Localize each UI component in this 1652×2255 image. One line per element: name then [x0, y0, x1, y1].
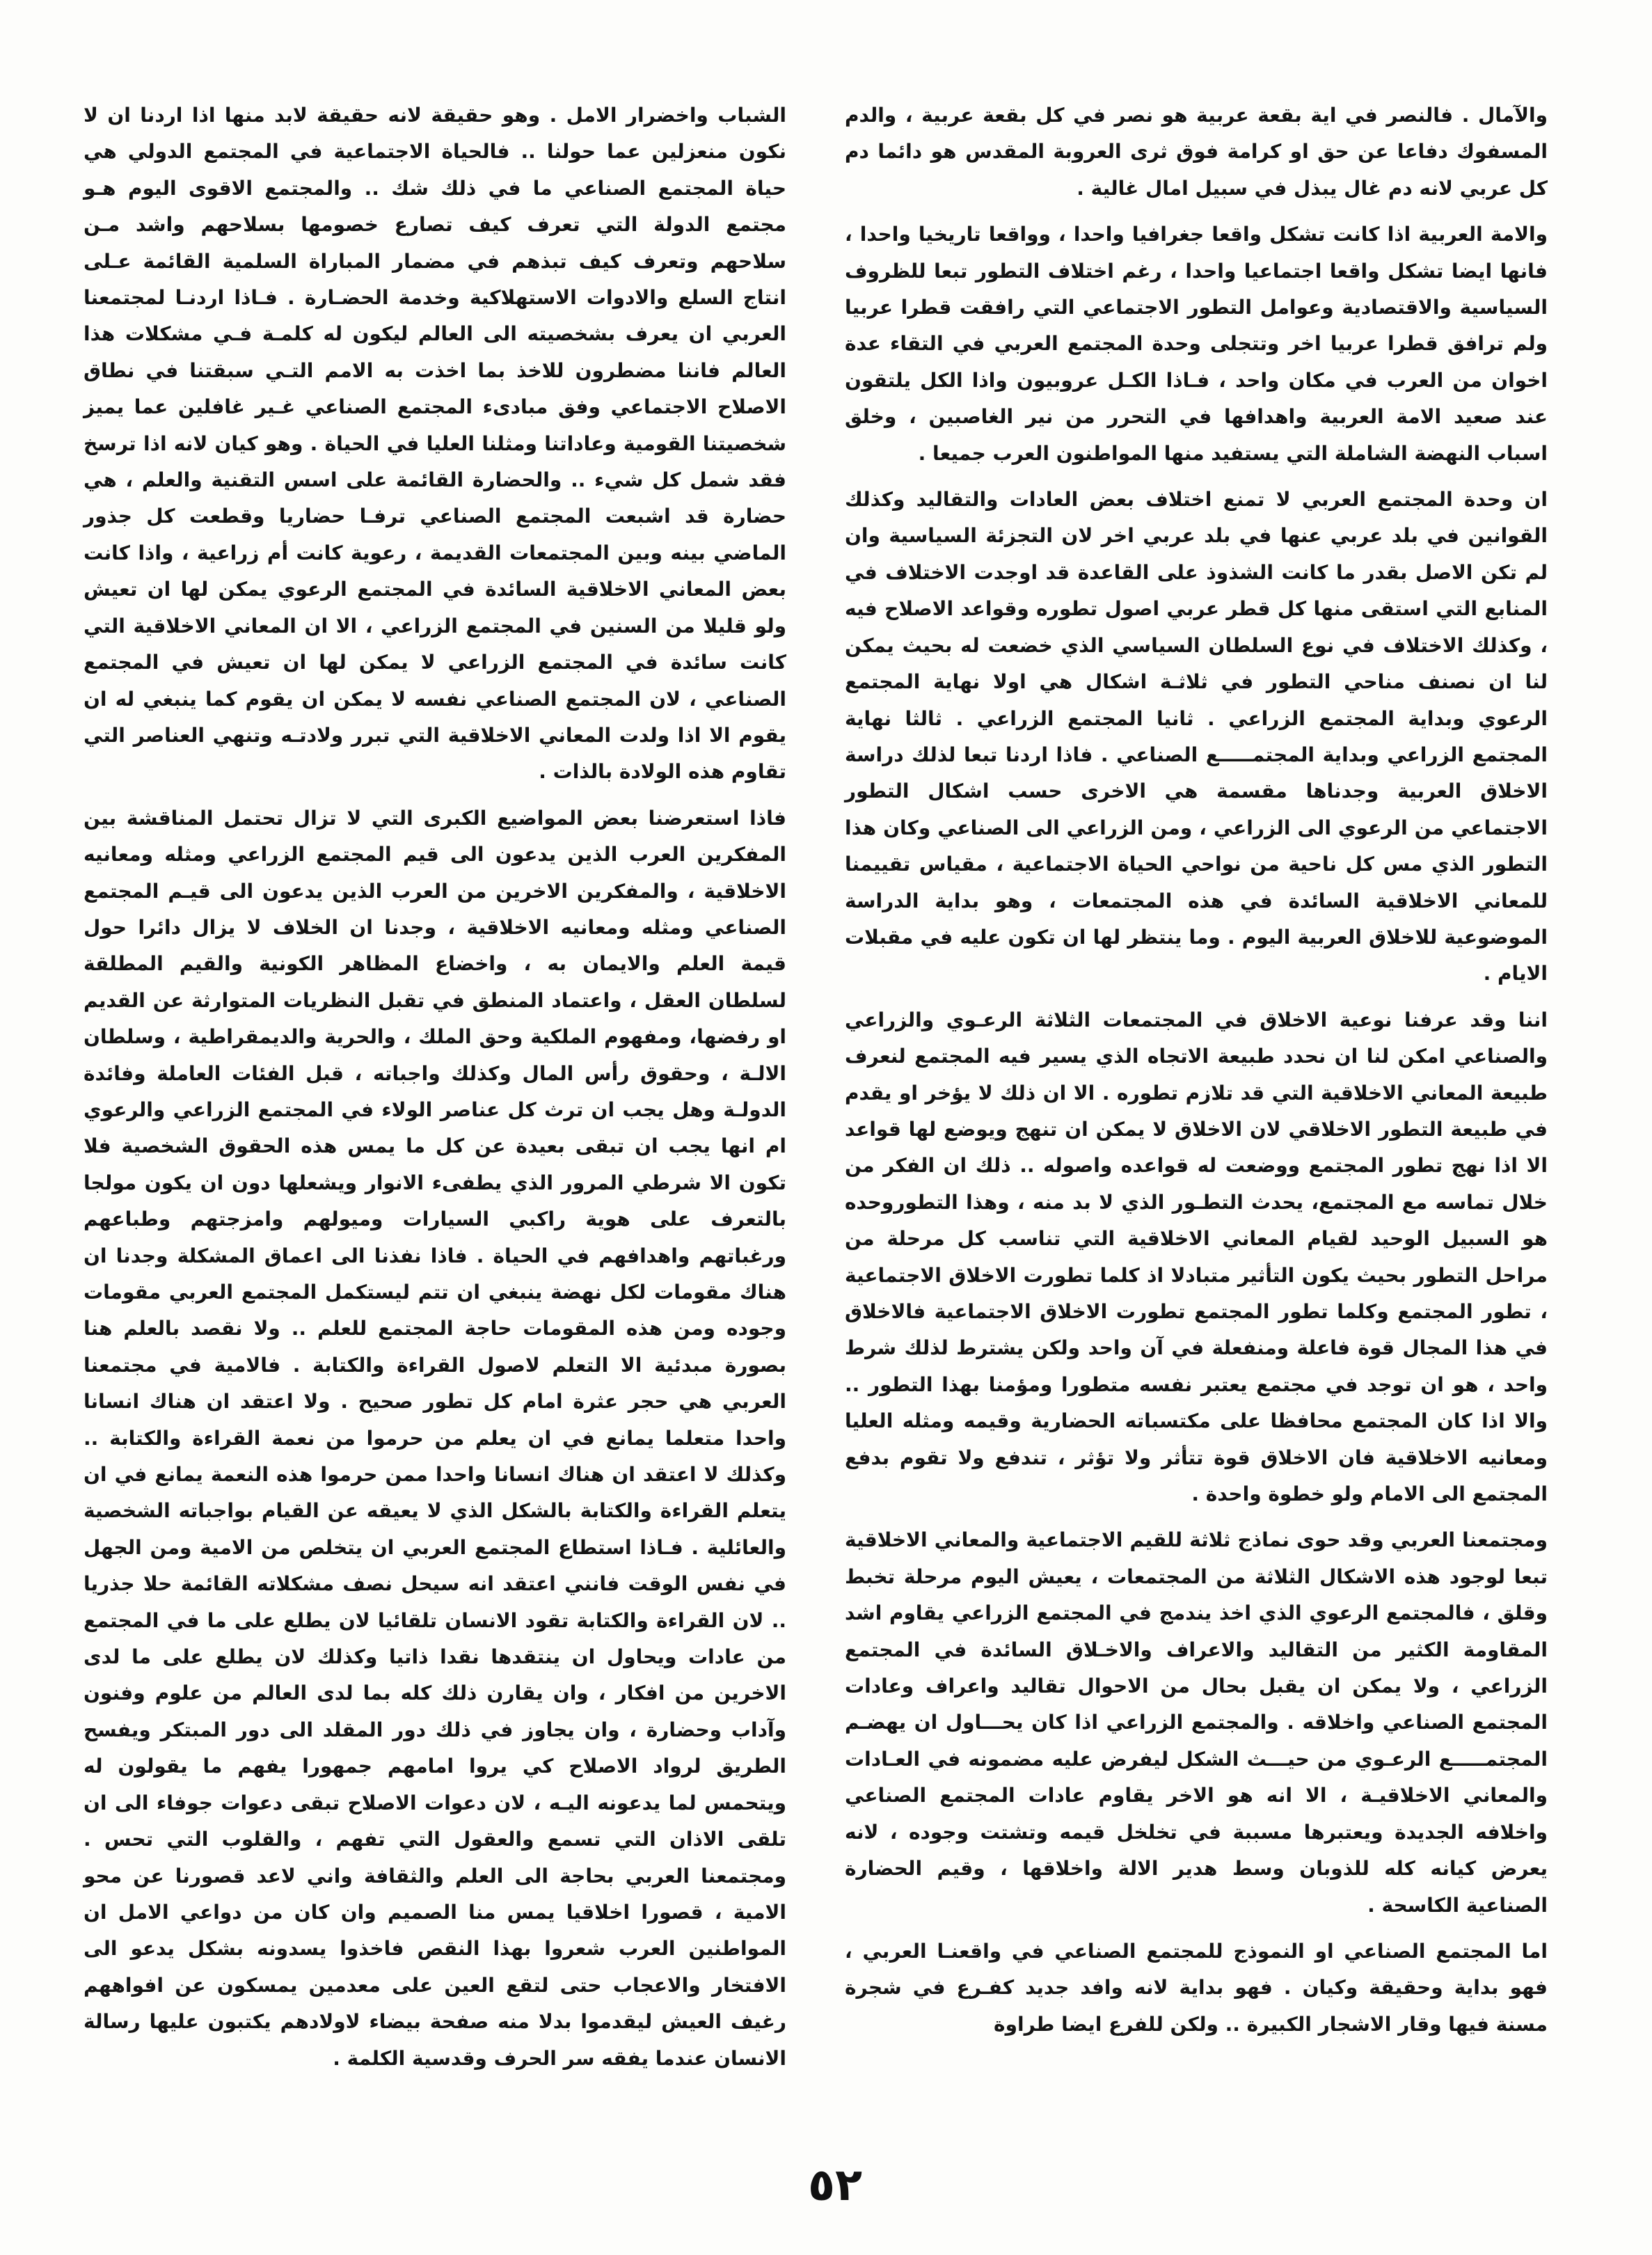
paragraph: والامة العربية اذا كانت تشكل واقعا جغرافيا واحدا ، وواقعا تاريخيا واحدا ، فانها ايضا تشكل واقعا اجتماعيا واحدا ، رغم اختلاف التطور تبعا للظروف السياسية والاقتصادية وعوامل التطور الاجتماعي التي رافقت قطرا عربيا ولم ترافق قطرا عربيا اخر وتتجلى وحدة المجتمع العربي في التقاء عدة اخوان من العرب في مكان واحد ، فـاذا الكـل عروبيون واذا الكل يلتقون عند صعيد الامة العربية واهدافها في التحرر من نير الغاصبين ، وخلق اسباب النهضة الشاملة التي يستفيد منها المواطنون العرب جميعا . [845, 223, 1548, 465]
text-column-right [845, 97, 1548, 2043]
paragraph: ومجتمعنا العربي وقد حوى نماذج ثلاثة للقيم الاجتماعية والمعاني الاخلاقية تبعا لوجود هذه الاشكال الثلاثة من المجتمعات ، يعيش اليوم مرحلة تخبط وقلق ، فالمجتمع الرعوي الذي اخذ يندمج في المجتمع الزراعي يقاوم اشد المقاومة الكثير من التقاليد والاعراف والاخـلاق السائدة في المجتمع الزراعي ، ولا يمكن ان يقبل بحال من الاحوال تقاليد واعراف وعادات المجتمع الصناعي واخلاقه . والمجتمع الزراعي اذا كان يحـــاول ان يهضـم المجتمـــــع الرعـوي من حيـــث الشكل ليفرض عليه مضمونه في العـادات والمعاني الاخلاقيـة ، الا انه هو الاخر يقاوم عادات المجتمع الصناعي واخلافه الجديدة ويعتبرها مسببة في تخلخل قيمه وتشتت وجوده ، لانه يعرض كيانه كله للذوبان وسط هدير الالة واخلاقها ، وقيم الحضارة الصناعية الكاسحة . [845, 1528, 1548, 1917]
paragraph: اما المجتمع الصناعي او النموذج للمجتمع الصناعي في واقعنـا العربي ، فهو بداية وحقيقة وكيان . فهو بداية لانه وافد جديد كفـرع في شجرة مسنة فيها وقار الاشجار الكبيرة .. ولكن للفرع ايضا طراوة [845, 1939, 1548, 2036]
text-column-left [84, 97, 786, 2077]
paragraph: اننا وقد عرفنا نوعية الاخلاق في المجتمعات الثلاثة الرعـوي والزراعي والصناعي امكن لنا ان نحدد طبيعة الاتجاه الذي يسير فيه المجتمع لنعرف طبيعة المعاني الاخلاقية التي قد تلازم تطوره . الا ان ذلك لا يؤخر او يقدم في طبيعة التطور الاخلاقي لان الاخلاق لا يمكن ان تنهج ويوضع لها قواعد الا اذا نهج تطور المجتمع ووضعت له قواعده واصوله .. ذلك ان الفكر من خلال تماسه مع المجتمع، يحدث التطـور الذي لا بد منه ، وهذا التطوروحده هو السبيل الوحيد لقيام المعاني الاخلاقية التي تناسب كل مرحلة من مراحل التطور بحيث يكون التأثير متبادلا اذ كلما تطورت الاخلاق الاجتماعية ، تطور المجتمع وكلما تطور المجتمع تطورت الاخلاق الاجتماعية فالاخلاق في هذا المجال قوة فاعلة ومنفعلة في آن واحد ولكن يشترط لذلك شرط واحد ، هو ان توجد في مجتمع يعتبر نفسه متطورا ومؤمنا بهذا التطور .. والا اذا كان المجتمع محافظا على مكتسباته الحضارية وقيمه ومثله العليا ومعانيه الاخلاقية فان الاخلاق قوة تتأثر ولا تؤثر ، تندفع ولا تقوم بدفع المجتمع الى الامام ولو خطوة واحدة . [845, 1008, 1548, 1506]
paragraph: ان وحدة المجتمع العربي لا تمنع اختلاف بعض العادات والتقاليد وكذلك القوانين في بلد عربي عنها في بلد عربي اخر لان التجزئة السياسية وان لم تكن الاصل بقدر ما كانت الشذوذ على القاعدة قد اوجدت الاختلاف في المنابع التي استقى منها كل قطر عربي اصول تطوره وقواعد الاصلاح فيه ، وكذلك الاختلاف في نوع السلطان السياسي الذي خضعت له بحيث يمكن لنا ان نصنف مناحي التطور في ثلاثـة اشكال هي اولا نهاية المجتمع الرعوي وبداية المجتمع الزراعي . ثانيا المجتمع الزراعي . ثالثا نهاية المجتمع الزراعي وبداية المجتمـــــع الصناعي . فاذا اردنا تبعا لذلك دراسة الاخلاق العربية وجدناها مقسمة هي الاخرى حسب اشكال التطور الاجتماعي من الرعوي الى الزراعي ، ومن الزراعي الى الصناعي وكان هذا التطور الذي مس كل ناحية من نواحي الحياة الاجتماعية ، مقياس تقييمنا للمعاني الاخلاقية السائدة في هذه المجتمعات ، وهو بداية الدراسة الموضوعية للاخلاق العربية اليوم . وما ينتظر لها ان تكون عليه في مقبلات الايام . [845, 488, 1548, 986]
paragraph: والآمال . فالنصر في اية بقعة عربية هو نصر في كل بقعة عربية ، والدم المسفوك دفاعا عن حق او كرامة فوق ثرى العروبة المقدس هو دائما دم كل عربي لانه دم غال يبذل في سبيل امال غالية . [845, 104, 1548, 200]
paragraph: الشباب واخضرار الامل . وهو حقيقة لانه حقيقة لابد منها اذا اردنا ان لا نكون منعزلين عما حولنا .. فالحياة الاجتماعية في المجتمع الدولي هي حياة المجتمع الصناعي ما في ذلك شك .. والمجتمع الاقوى اليوم هـو مجتمع الدولة التي تعرف كيف تصارع خصومها بسلاحهم واشد مـن سلاحهم وتعرف كيف تبذهم في مضمار المباراة السلمية القائمة عـلى انتاج السلع والادوات الاستهلاكية وخدمة الحضـارة . فـاذا اردنـا لمجتمعنا العربي ان يعرف بشخصيته الى العالم ليكون له كلمـة فـي مشكلات هذا العالم فاننا مضطرون للاخذ بما اخذت به الامم التـي سبقتنا في نطاق الاصلاح الاجتماعي وفق مبادىء المجتمع الصناعي غـير غافلين عما يميز شخصيتنا القومية وعاداتنا ومثلنا العليا في الحياة . وهو كيان لانه اذا ترسخ فقد شمل كل شيء .. والحضارة القائمة على اسس التقنية والعلم ، هي حضارة قد اشبعت المجتمع الصناعي ترفـا حضاريا وقطعت كل جذور الماضي بينه وبين المجتمعات القديمة ، رعوية كانت أم زراعية ، واذا كانت بعض المعاني الاخلاقية السائدة في المجتمع الرعوي يمكن لها ان تعيش ولو قليلا من السنين في المجتمع الزراعي ، الا ان المعاني الاخلاقية التي كانت سائدة في المجتمع الزراعي لا يمكن لها ان تعيش في المجتمع الصناعي ، لان المجتمع الصناعي نفسه لا يمكن ان يقوم كما ينبغي له ان يقوم الا اذا ولدت المعاني الاخلاقية التي تبرر ولادتـه وتنهي العناصر التي تقاوم هذه الولادة بالذات . [84, 104, 786, 784]
page-number: ٥٢ [807, 2160, 863, 2211]
paragraph: فاذا استعرضنا بعض المواضيع الكبرى التي لا تزال تحتمل المناقشة بين المفكرين العرب الذين يدعون الى قيم المجتمع الزراعي ومثله ومعانيه الاخلاقية ، والمفكرين الاخرين من العرب الذين يدعون الى قيـم المجتمع الصناعي ومثله ومعانيه الاخلاقية ، وجدنا ان الخلاف لا يزال دائرا حول قيمة العلم والايمان به ، واخضاع المظاهر الكونية والقيم المطلقة لسلطان العقل ، واعتماد المنطق في تقبل النظريات المتوارثة عن القديم او رفضها، ومفهوم الملكية وحق الملك ، والحرية والديمقراطية ، وسلطان الالـة ، وحقوق رأس المال وكذلك واجباته ، قبل الفئات العاملة وفائدة الدولـة وهل يجب ان ترث كل عناصر الولاء في المجتمع الزراعي والرعوي ام انها يجب ان تبقى بعيدة عن كل ما يمس هذه الحقوق الشخصية فلا تكون الا شرطي المرور الذي يطفىء الانوار ويشعلها دون ان يكون مولجا بالتعرف على هوية راكبي السيارات وميولهم وامزجتهم وطباعهم ورغباتهم واهدافهم في الحياة . فاذا نفذنا الى اعماق المشكلة وجدنا ان هناك مقومات لكل نهضة ينبغي ان تتم ليستكمل المجتمع العربي مقومات وجوده ومن هذه المقومات حاجة المجتمع للعلم .. ولا نقصد بالعلم هنا بصورة مبدئية الا التعلم لاصول القراءة والكتابة . فالامية في مجتمعنا العربي هي حجر عثرة امام كل تطور صحيح . ولا اعتقد ان هناك انسانا واحدا متعلما يمانع في ان يعلم من حرموا من نعمة القراءة والكتابة .. وكذلك لا اعتقد ان هناك انسانا واحدا ممن حرموا هذه النعمة يمانع في ان يتعلم القراءة والكتابة بالشكل الذي لا يعيقه عن القيام بواجباته الشخصية والعائلية . فـاذا استطاع المجتمع العربي ان يتخلص من الامية ومن الجهل في نفس الوقت فانني اعتقد انه سيحل نصف مشكلاته القائمة حلا جذريا .. لان القراءة والكتابة تقود الانسان تلقائيا لان يطلع على ما في المجتمع من عادات ويحاول ان ينتقدها نقدا ذاتيا وكذلك لان يطلع على ما لدى الاخرين من افكار ، وان يقارن ذلك كله بما لدى العالم من علوم وفنون وآداب وحضارة ، وان يجاوز في ذلك دور المقلد الى دور المبتكر ويفسح الطريق لرواد الاصلاح كي يروا امامهم جمهورا يفهم ما يقولون له ويتحمس لما يدعونه اليـه ، لان دعوات الاصلاح تبقى دعوات جوفاء الى ان تلقى الاذان التي تسمع والعقول التي تفهم ، والقلوب التي تحس . ومجتمعنا العربي بحاجة الى العلم والثقافة واني لاعد قصورنا عن محو الامية ، قصورا اخلاقيا يمس منا الصميم وان كان من دواعي الامل ان المواطنين العرب شعروا بهذا النقص فاخذوا يسدونه بشكل يدعو الى الافتخار والاعجاب حتى لتقع العين على معدمين يمسكون عن افواههم رغيف العيش ليقدموا بدلا منه صفحة بيضاء لاولادهم يكتبون عليها رسالة الانسان عندما يفقه سر الحرف وقدسية الكلمة . [84, 806, 786, 2070]
